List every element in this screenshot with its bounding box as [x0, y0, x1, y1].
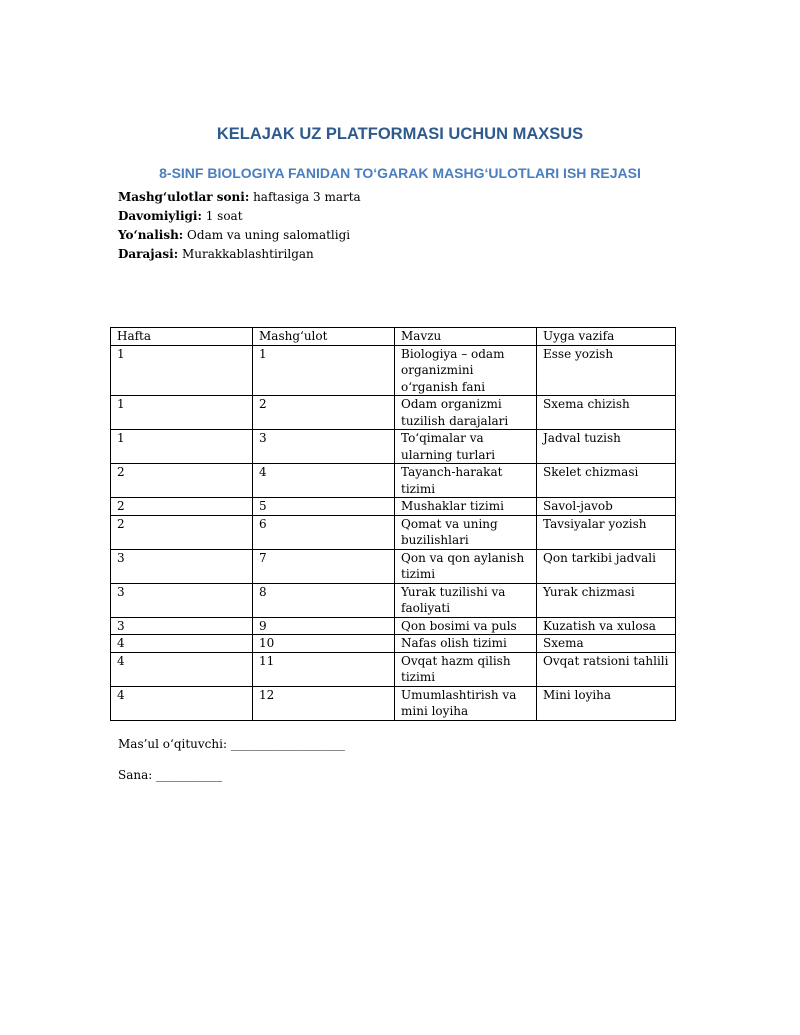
- table-row: [111, 549, 676, 583]
- cell-homework: Qon tarkibi jadvali: [537, 549, 676, 583]
- table-row: [111, 464, 676, 498]
- table-row: [111, 686, 676, 720]
- table-row: [111, 617, 676, 635]
- cell-homework: Jadval tuzish: [537, 430, 676, 464]
- cell-homework: Sxema: [537, 635, 676, 653]
- table-row: [111, 498, 676, 516]
- table-row: [111, 345, 676, 396]
- cell-homework: Savol-javob: [537, 498, 676, 516]
- table-row: [111, 635, 676, 653]
- meta-value: Odam va uning salomatligi: [183, 228, 351, 242]
- cell-week: 1: [111, 396, 253, 430]
- cell-topic: Nafas olish tizimi: [395, 635, 537, 653]
- cell-topic: To‘qimalar va ularning turlari: [395, 430, 537, 464]
- meta-value: Murakkablashtirilgan: [178, 247, 314, 261]
- meta-duration: [118, 207, 361, 226]
- cell-week: 3: [111, 617, 253, 635]
- cell-session: 10: [253, 635, 395, 653]
- cell-session: 8: [253, 583, 395, 617]
- cell-homework: Mini loyiha: [537, 686, 676, 720]
- header-homework: Uyga vazifa: [537, 328, 676, 346]
- cell-topic: Biologiya – odam organizmini o‘rganish fani: [395, 345, 537, 396]
- cell-topic: Qon bosimi va puls: [395, 617, 537, 635]
- meta-sessions: [118, 188, 361, 207]
- cell-week: 4: [111, 635, 253, 653]
- meta-label: Davomiyligi:: [118, 209, 202, 223]
- cell-topic: Mushaklar tizimi: [395, 498, 537, 516]
- document-title: KELAJAK UZ PLATFORMASI UCHUN MAXSUS: [216, 125, 584, 143]
- cell-session: 3: [253, 430, 395, 464]
- cell-week: 2: [111, 498, 253, 516]
- cell-homework: Yurak chizmasi: [537, 583, 676, 617]
- cell-session: 11: [253, 652, 395, 686]
- cell-topic: Tayanch-harakat tizimi: [395, 464, 537, 498]
- header-week: Hafta: [111, 328, 253, 346]
- meta-value: haftasiga 3 marta: [249, 190, 361, 204]
- meta-level: [118, 245, 361, 264]
- cell-topic: Qon va qon aylanish tizimi: [395, 549, 537, 583]
- responsible-teacher: Mas’ul o‘qituvchi: ___________________: [118, 737, 345, 751]
- table-header-row: [111, 328, 676, 346]
- cell-topic: Umumlashtirish va mini loyiha: [395, 686, 537, 720]
- cell-week: 1: [111, 430, 253, 464]
- cell-session: 9: [253, 617, 395, 635]
- cell-week: 2: [111, 515, 253, 549]
- document-subtitle: 8-SINF BIOLOGIYA FANIDAN TO‘GARAK MASHG‘ULOTLARI ISH REJASI: [159, 165, 641, 181]
- cell-session: 5: [253, 498, 395, 516]
- meta-value: 1 soat: [201, 209, 243, 223]
- meta-direction: [118, 226, 361, 245]
- cell-session: 4: [253, 464, 395, 498]
- cell-session: 6: [253, 515, 395, 549]
- meta-info: [118, 188, 361, 264]
- cell-session: 2: [253, 396, 395, 430]
- meta-label: Mashg‘ulotlar soni:: [118, 190, 250, 204]
- cell-session: 1: [253, 345, 395, 396]
- table-row: [111, 652, 676, 686]
- cell-topic: Odam organizmi tuzilish darajalari: [395, 396, 537, 430]
- cell-homework: Tavsiyalar yozish: [537, 515, 676, 549]
- cell-homework: Kuzatish va xulosa: [537, 617, 676, 635]
- cell-week: 4: [111, 652, 253, 686]
- header-topic: Mavzu: [395, 328, 537, 346]
- meta-label: Yo‘nalish:: [118, 228, 184, 242]
- cell-homework: Esse yozish: [537, 345, 676, 396]
- cell-homework: Sxema chizish: [537, 396, 676, 430]
- cell-session: 7: [253, 549, 395, 583]
- table-row: [111, 430, 676, 464]
- cell-topic: Qomat va uning buzilishlari: [395, 515, 537, 549]
- header-session: Mashg‘ulot: [253, 328, 395, 346]
- cell-topic: Yurak tuzilishi va faoliyati: [395, 583, 537, 617]
- cell-week: 3: [111, 583, 253, 617]
- table-row: [111, 583, 676, 617]
- schedule-table: [110, 327, 676, 721]
- cell-homework: Skelet chizmasi: [537, 464, 676, 498]
- cell-week: 4: [111, 686, 253, 720]
- cell-week: 1: [111, 345, 253, 396]
- cell-week: 3: [111, 549, 253, 583]
- cell-topic: Ovqat hazm qilish tizimi: [395, 652, 537, 686]
- meta-label: Darajasi:: [118, 247, 179, 261]
- cell-homework: Ovqat ratsioni tahlili: [537, 652, 676, 686]
- table-row: [111, 396, 676, 430]
- cell-session: 12: [253, 686, 395, 720]
- cell-week: 2: [111, 464, 253, 498]
- table-row: [111, 515, 676, 549]
- date-line: Sana: ___________: [118, 768, 223, 782]
